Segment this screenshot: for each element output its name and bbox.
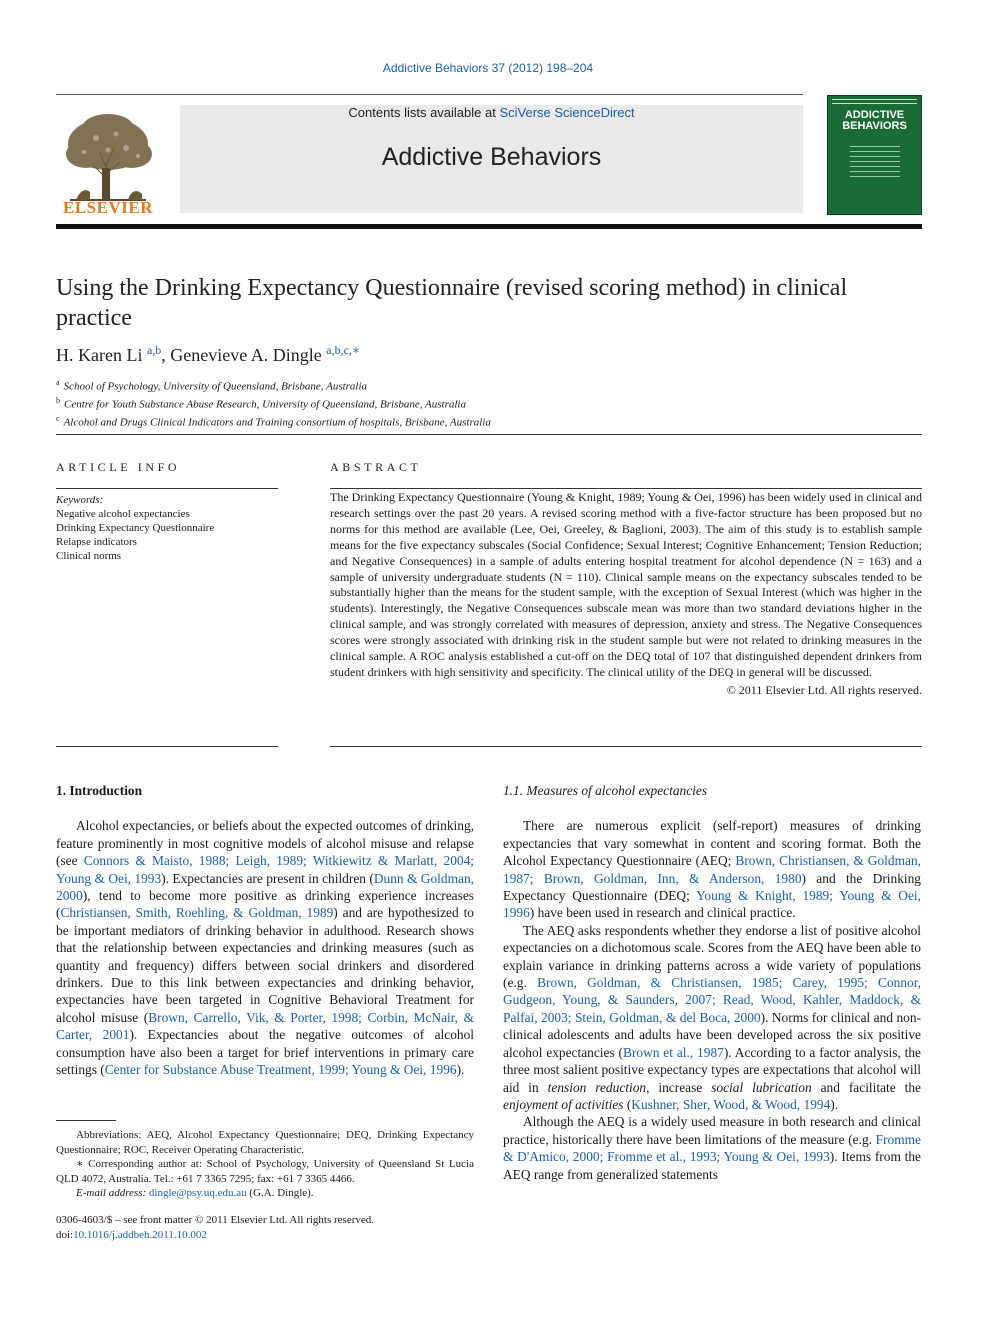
paragraph-text: The AEQ asks respondents whether they endorse a list of positive alcohol expectancies on a dichotomous scale. Scores from the AEQ have been able to explain variance in drinking patterns across a wide variety of populations (e.g.: [503, 922, 921, 991]
paragraph-text: There are numerous explicit (self-report) measures of drinking expectancies that vary somewhat in content and scoring format. Both the Alcohol Expectancy Questionnaire (AEQ;: [503, 818, 921, 869]
citation-link[interactable]: Kushner, Sher, Wood, & Wood, 1994: [631, 1096, 831, 1112]
keyword-item: Clinical norms: [56, 550, 122, 562]
paragraph-text: ). Norms for clinical and non-clinical adolescents and adults have been developed across the six positive alcohol expectancies (: [503, 1009, 921, 1060]
article-info-rule: [56, 488, 278, 489]
footnote-corresponding: ∗ Corresponding author at: School of Psychology, University of Queensland St Lucia QLD 4072, Australia. Tel.: +61 7 3365 7295; fax: +61 7 3365 4466.: [56, 1158, 474, 1185]
paragraph-text: ), tend to become more positive as drinking experience increases (: [56, 888, 474, 921]
keywords-block: [56, 493, 278, 563]
measures-paragraph: [503, 1113, 921, 1183]
paragraph-text: ). Expectancies are present in children (: [161, 870, 374, 886]
paragraph-text: ). According to a factor analysis, the three most salient positive expectancy types are expectations that alcohol will aid in: [503, 1044, 922, 1095]
citation-link[interactable]: Center for Substance Abuse Treatment, 1999; Young & Oei, 1996: [104, 1062, 457, 1078]
measures-paragraph: [503, 817, 921, 921]
emphasis-text: tension reduction: [547, 1079, 647, 1095]
abstract-bottom-rule: [330, 746, 922, 747]
article-info-heading: ARTICLE INFO: [56, 460, 181, 474]
keyword-item: Relapse indicators: [56, 536, 137, 548]
email-link[interactable]: dingle@psy.uq.edu.au: [148, 1187, 247, 1199]
article-title: Using the Drinking Expectancy Questionnaire (revised scoring method) in clinical practice: [56, 275, 848, 331]
journal-name: Addictive Behaviors: [381, 143, 602, 171]
paragraph-text: and facilitate the: [811, 1079, 921, 1095]
abstract-copyright: © 2011 Elsevier Ltd. All rights reserved.: [726, 682, 922, 697]
paragraph-text: ) and the Drinking Expectancy Questionnaire (DEQ;: [503, 870, 921, 904]
measures-paragraph: [503, 922, 921, 1113]
affiliation-text: Centre for Youth Substance Abuse Research, University of Queensland, Brisbane, Australia: [64, 398, 466, 411]
footnote-email: [56, 1186, 474, 1201]
paragraph-text: , increase: [646, 1079, 712, 1095]
masthead: [56, 94, 922, 224]
doi-link[interactable]: 10.1016/j.addbeh.2011.10.002: [73, 1228, 207, 1241]
abstract-rule: [330, 488, 922, 489]
left-column: [56, 782, 474, 1079]
citation-link[interactable]: Fromme & D'Amico, 2000; Fromme et al., 1993; Young & Oei, 1993: [503, 1131, 921, 1165]
affiliation-text: School of Psychology, University of Queensland, Brisbane, Australia: [63, 380, 368, 393]
issn-line: 0306-4603/$ – see front matter © 2011 Elsevier Ltd. All rights reserved.: [56, 1214, 375, 1226]
intro-paragraph: [56, 817, 474, 1078]
paragraph-text: ). Items from the AEQ range from generalized statements: [503, 1149, 921, 1182]
paragraph-text: (: [623, 1096, 632, 1112]
section-heading-introduction: 1. Introduction: [56, 783, 143, 798]
contents-line: [180, 105, 803, 121]
elsevier-logo-text: ELSEVIER: [63, 198, 153, 217]
citation-link[interactable]: Brown et al., 1987: [623, 1044, 724, 1060]
emphasis-text: enjoyment of activities: [503, 1096, 624, 1112]
paragraph-text: Although the AEQ is a widely used measure in both research and clinical practice, historically there have been limitations of the measure (e.g.: [503, 1114, 921, 1147]
email-owner: (G.A. Dingle).: [246, 1187, 314, 1199]
subsection-heading-measures: 1.1. Measures of alcohol expectancies: [503, 783, 708, 798]
keywords-label: Keywords:: [56, 494, 104, 506]
sciencedirect-link[interactable]: SciVerse ScienceDirect: [499, 105, 635, 120]
citation-link[interactable]: Brown, Goldman, & Christiansen, 1985; Carey, 1995; Connor, Gudgeon, Young, & Saunders, 2007; Read, Wood, Kahler, Maddock, & Palfai, 2003; Stein, Goldman, & del Boca, 2000: [503, 975, 921, 1025]
paragraph-text: ) and are hypothesized to be important mediators of drinking behavior in adulthood. Research shows that the relationship between expectancies and drinking measures (such as quantity and frequency) differs between social drinkers and disordered drinkers. Due to this link between expectancies and drinking behavior, expectancies have been targeted in Cognitive Behavioral Treatment for alcohol misuse (: [56, 905, 474, 1025]
doi-line: [56, 1228, 474, 1243]
email-label: E-mail address:: [76, 1187, 149, 1199]
author-affiliation-marks[interactable]: a,b,c,∗: [326, 343, 361, 357]
doi-label: doi:: [56, 1228, 74, 1241]
abstract-text: The Drinking Expectancy Questionnaire (Young & Knight, 1989; Young & Oei, 1996) has been widely used in clinical and research settings over the past 20 years. A revised scoring method with a five-factor structure has been proposed but no norms for this method are available (Lee, Oei, Greeley, & Baglioni, 2003). The aim of this study is to establish sample means for the five expectancy subscales (Social Confidence; Sexual Interest; Cognitive Enhancement; Tension Reduction; and Negative Consequences) in a sample of adults entering hospital treatment for alcohol dependence (N = 163) and a sample of university undergraduate students (N = 110). Clinical sample means on the expectancy subscales tended to be substantially higher than the means for the student sample, with the exception of Sexual Interest (which was higher in the students). Interestingly, the Negative Consequences subscale mean was more than two standard deviations higher in the clinical sample, and was strongly correlated with measures of depression, anxiety and stress. The Negative Consequences scores were strongly associated with drinking risk in the student sample but were not related to drinking measures in the clinical sample. A ROC analysis established a cut-off on the DEQ total of 107 that distinguished dependent drinkers from student drinkers with high sensitivity and specificity. The clinical utility of the DEQ in general will be discussed.: [330, 490, 922, 679]
front-matter: [56, 1213, 474, 1242]
citation-link[interactable]: Connors & Maisto, 1988; Leigh, 1989; Witkiewitz & Marlatt, 2004; Young & Oei, 1993: [56, 853, 475, 886]
keyword-item: Drinking Expectancy Questionnaire: [56, 522, 215, 534]
keyword-item: Negative alcohol expectancies: [56, 508, 190, 520]
info-bottom-rule: [56, 746, 278, 747]
abstract: [330, 490, 922, 699]
right-column: [503, 782, 921, 1183]
citation-link[interactable]: Young & Knight, 1989; Young & Oei, 1996: [503, 888, 921, 921]
affiliation-mark: c: [56, 414, 60, 424]
paragraph-text: ) have been used in research and clinical practice.: [529, 905, 796, 921]
cover-title: [828, 110, 921, 132]
affiliations: [56, 376, 491, 430]
citation-link[interactable]: Christiansen, Smith, Roehling, & Goldman, 1989: [60, 905, 334, 921]
abstract-heading: ABSTRACT: [330, 460, 422, 474]
paragraph-text: ).: [456, 1062, 465, 1078]
author-affiliation-marks[interactable]: a,b: [146, 343, 162, 357]
footnotes: [56, 1128, 474, 1201]
footnote-abbreviations: Abbreviations: AEQ, Alcohol Expectancy Questionnaire; DEQ, Drinking Expectancy Questionnaire; ROC, Receiver Operating Characteristic.: [56, 1129, 474, 1156]
masthead-top-rule: [56, 94, 803, 95]
paragraph-text: ). Expectancies about the negative outcomes of alcohol consumption have also been a target for brief interventions in primary care settings (: [56, 1027, 474, 1078]
affiliation-item: [56, 394, 491, 412]
author-list: [56, 343, 360, 366]
cover-title-line1: ADDICTIVE: [844, 109, 905, 121]
journal-cover-thumbnail[interactable]: [827, 95, 922, 215]
cover-top-lines: [832, 99, 917, 104]
cover-title-line2: BEHAVIORS: [842, 120, 907, 132]
affiliation-mark: a: [56, 378, 60, 387]
paragraph-text: ).: [830, 1096, 839, 1112]
affiliation-text: Alcohol and Drugs Clinical Indicators and Training consortium of hospitals, Brisbane, Australia: [63, 416, 491, 429]
header-divider: [56, 434, 922, 435]
affiliation-item: [56, 376, 491, 394]
journal-banner: [180, 105, 803, 213]
affiliation-item: [56, 412, 491, 430]
citation-link[interactable]: Brown, Carrello, Vik, & Porter, 1998; Corbin, McNair, & Carter, 2001: [56, 1009, 474, 1043]
masthead-bottom-rule: [56, 224, 922, 229]
affiliation-mark: b: [56, 396, 60, 406]
author-name: H. Karen Li: [56, 345, 143, 365]
paragraph-text: Alcohol expectancies, or beliefs about the expected outcomes of drinking, feature prominently in most cognitive models of alcohol misuse and relapse (see: [56, 818, 474, 869]
emphasis-text: social lubrication: [711, 1079, 812, 1095]
author-name: Genevieve A. Dingle: [170, 345, 322, 365]
footnote-rule: [56, 1120, 116, 1121]
citation-link[interactable]: Dunn & Goldman, 2000: [56, 870, 474, 904]
author-separator: ,: [161, 345, 171, 365]
citation-link[interactable]: Brown, Christiansen, & Goldman, 1987; Brown, Goldman, Inn, & Anderson, 1980: [503, 853, 921, 886]
journal-reference[interactable]: Addictive Behaviors 37 (2012) 198–204: [382, 61, 594, 75]
cover-decoration: [850, 146, 900, 181]
contents-prefix: Contents lists available at: [348, 105, 500, 120]
